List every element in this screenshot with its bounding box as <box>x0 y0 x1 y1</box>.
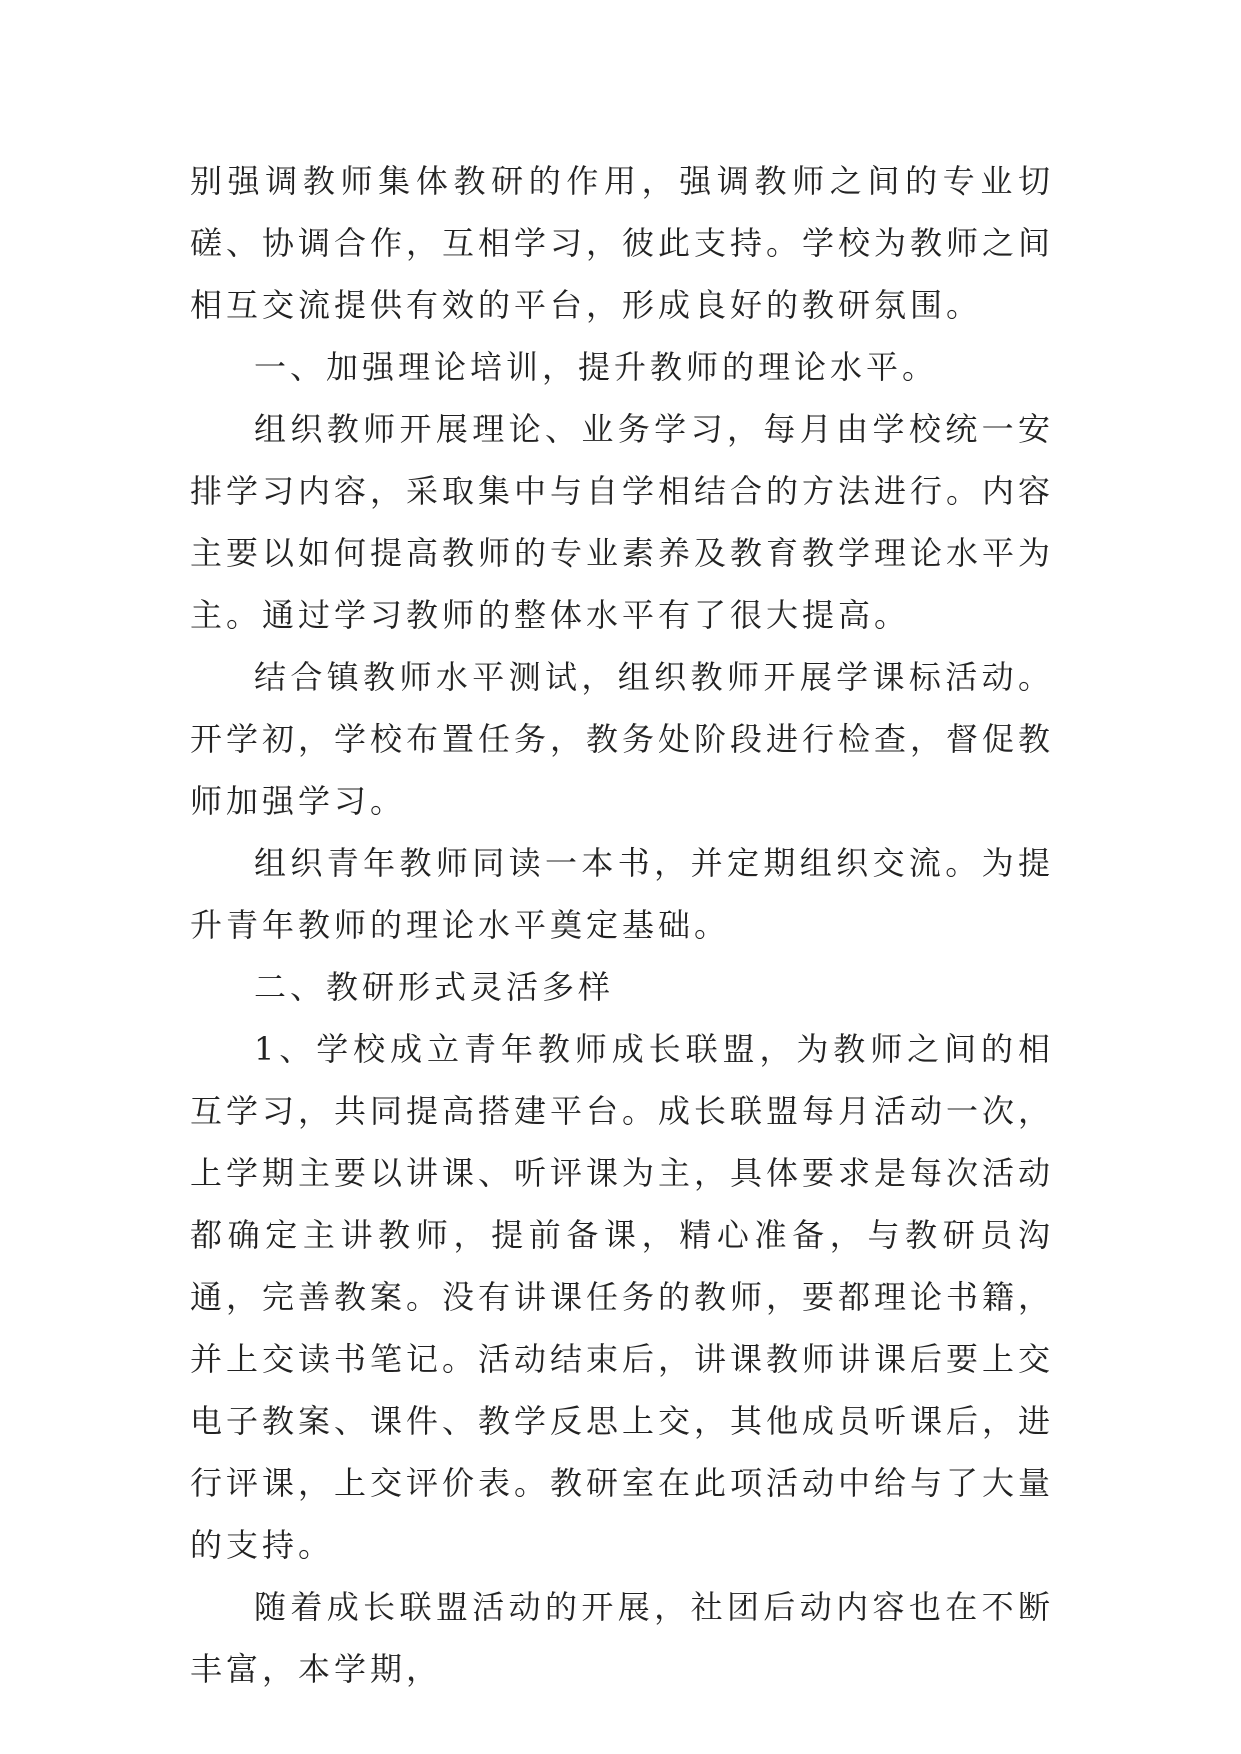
section-heading-1: 一、加强理论培训，提升教师的理论水平。 <box>254 348 939 386</box>
paragraph-alliance-activities: 随着成长联盟活动的开展，社团后动内容也在不断丰富，本学期， <box>190 1588 1054 1688</box>
paragraph-growth-alliance: 1、学校成立青年教师成长联盟，为教师之间的相互学习，共同提高搭建平台。成长联盟每月活动一次，上学期主要以讲课、听评课为主，具体要求是每次活动都确定主讲教师，提前备课，精心准备，与教研员沟通，完善教案。没有讲课任务的教师，要都理论书籍，并上交读书笔记。活动结束后，讲课教师讲课后要上交电子教案、课件、教学反思上交，其他成员听课后，进行评课，上交评价表。教研室在此项活动中给与了大量的支持。 <box>190 1030 1055 1564</box>
paragraph-book-reading: 组织青年教师同读一本书，并定期组织交流。为提升青年教师的理论水平奠定基础。 <box>190 844 1054 944</box>
section-heading-2: 二、教研形式灵活多样 <box>254 968 615 1006</box>
paragraph-theory-study: 组织教师开展理论、业务学习，每月由学校统一安排学习内容，采取集中与自学相结合的方法进行。内容主要以如何提高教师的专业素养及教育教学理论水平为主。通过学习教师的整体水平有了很大提高。 <box>190 410 1055 634</box>
paragraph-continuation: 别强调教师集体教研的作用，强调教师之间的专业切磋、协调合作，互相学习，彼此支持。学校为教师之间相互交流提供有效的平台，形成良好的教研氛围。 <box>190 162 1055 324</box>
document-body <box>190 150 1054 1700</box>
paragraph-curriculum-standards: 结合镇教师水平测试，组织教师开展学课标活动。开学初，学校布置任务，教务处阶段进行检查，督促教师加强学习。 <box>190 658 1055 820</box>
